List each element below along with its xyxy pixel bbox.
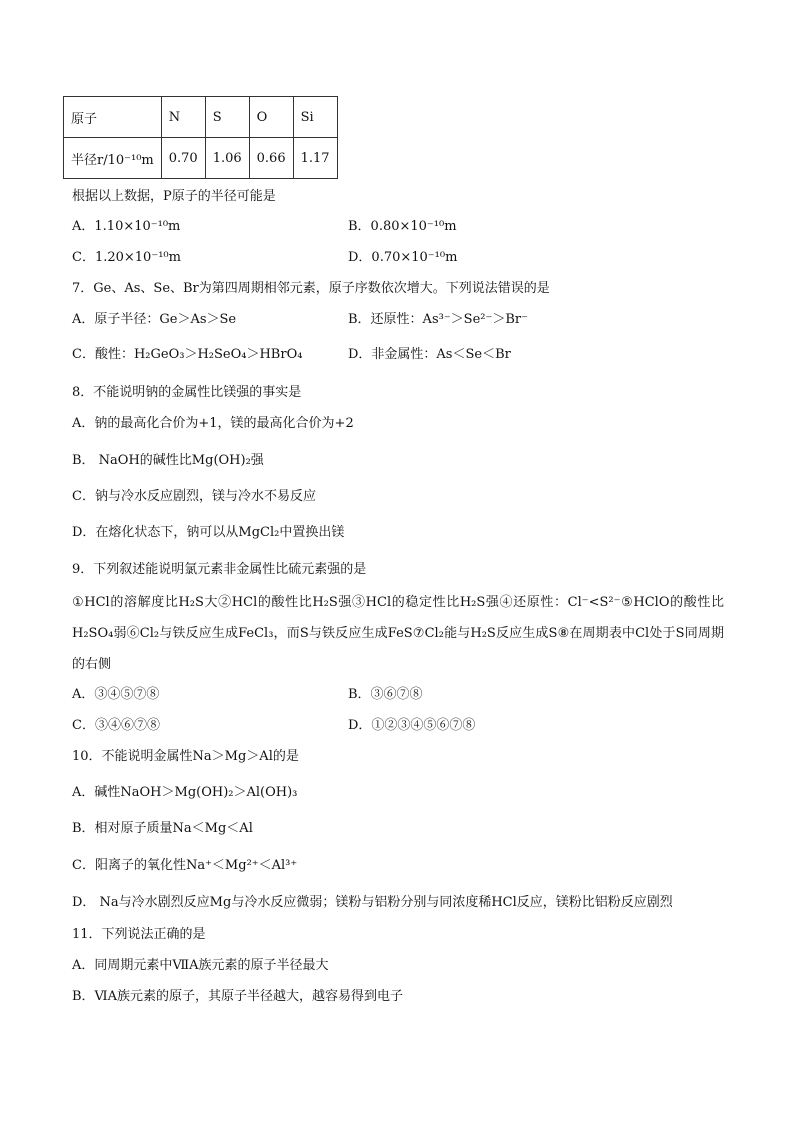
option-d: D． Na与冷水剧烈反应Mg与冷水反应微弱；镁粉与铝粉分别与同浓度稀HCl反应，镁粉比铝粉反应剧烈	[72, 895, 673, 910]
option-c: C．③④⑥⑦⑧	[72, 718, 160, 733]
option-b: B． NaOH的碱性比Mg(OH)₂强	[72, 453, 264, 468]
table-cell: Si	[293, 97, 337, 138]
option-a: A．碱性NaOH＞Mg(OH)₂＞Al(OH)₃	[72, 785, 298, 800]
question-body: ①HCl的溶解度比H₂S大②HCl的酸性比H₂S强③HCl的稳定性比H₂S强④还原性：Cl⁻<S²⁻⑤HClO的酸性比H₂SO₄弱⑥Cl₂与铁反应生成FeCl₃，而S与铁反应生成FeS⑦Cl₂能与H₂S反应生成S⑧在周期表中Cl处于S同周期的右侧	[72, 595, 724, 672]
option-c: C．阳离子的氧化性Na⁺＜Mg²⁺＜Al³⁺	[72, 858, 298, 873]
option-d: D．在熔化状态下，钠可以从MgCl₂中置换出镁	[72, 525, 345, 540]
option-d: D．0.70×10⁻¹⁰m	[348, 250, 458, 265]
question-stem: 7．Ge、As、Se、Br为第四周期相邻元素，原子序数依次增大。下列说法错误的是	[72, 281, 550, 296]
option-a: A．原子半径：Ge＞As＞Se	[72, 312, 237, 327]
option-a: A．同周期元素中ⅦA族元素的原子半径最大	[72, 958, 329, 973]
table-cell: 原子	[64, 97, 162, 138]
option-b: B．相对原子质量Na＜Mg＜Al	[72, 821, 253, 836]
option-c: C．钠与冷水反应剧烈，镁与冷水不易反应	[72, 489, 316, 504]
option-d: D．非金属性：As＜Se＜Br	[348, 347, 511, 362]
option-c: C．1.20×10⁻¹⁰m	[72, 250, 181, 265]
table-cell: O	[249, 97, 293, 138]
option-a: A．1.10×10⁻¹⁰m	[72, 219, 181, 234]
table-cell: 1.06	[205, 138, 249, 179]
option-a: A．钠的最高化合价为+1，镁的最高化合价为+2	[72, 416, 354, 431]
option-b: B．ⅥA族元素的原子，其原子半径越大，越容易得到电子	[72, 989, 404, 1004]
option-c: C．酸性：H₂GeO₃＞H₂SeO₄＞HBrO₄	[72, 347, 303, 362]
atomic-radius-table	[63, 96, 338, 179]
option-a: A．③④⑤⑦⑧	[72, 687, 160, 702]
table-cell: N	[161, 97, 205, 138]
table-cell: 半径r/10⁻¹⁰m	[64, 138, 162, 179]
table-cell: 0.66	[249, 138, 293, 179]
option-b: B．还原性：As³⁻＞Se²⁻＞Br⁻	[348, 312, 528, 327]
table-cell: 0.70	[161, 138, 205, 179]
question-stem: 11．下列说法正确的是	[72, 927, 206, 942]
question-stem: 根据以上数据，P原子的半径可能是	[72, 189, 276, 204]
option-b: B．③⑥⑦⑧	[348, 687, 423, 702]
option-b: B．0.80×10⁻¹⁰m	[348, 219, 457, 234]
question-stem: 9．下列叙述能说明氯元素非金属性比硫元素强的是	[72, 562, 367, 577]
table-cell: S	[205, 97, 249, 138]
table-row	[64, 97, 338, 138]
table-row	[64, 138, 338, 179]
question-stem: 8．不能说明钠的金属性比镁强的事实是	[72, 385, 302, 400]
option-d: D．①②③④⑤⑥⑦⑧	[348, 718, 476, 733]
question-stem: 10．不能说明金属性Na＞Mg＞Al的是	[72, 749, 299, 764]
table-cell: 1.17	[293, 138, 337, 179]
